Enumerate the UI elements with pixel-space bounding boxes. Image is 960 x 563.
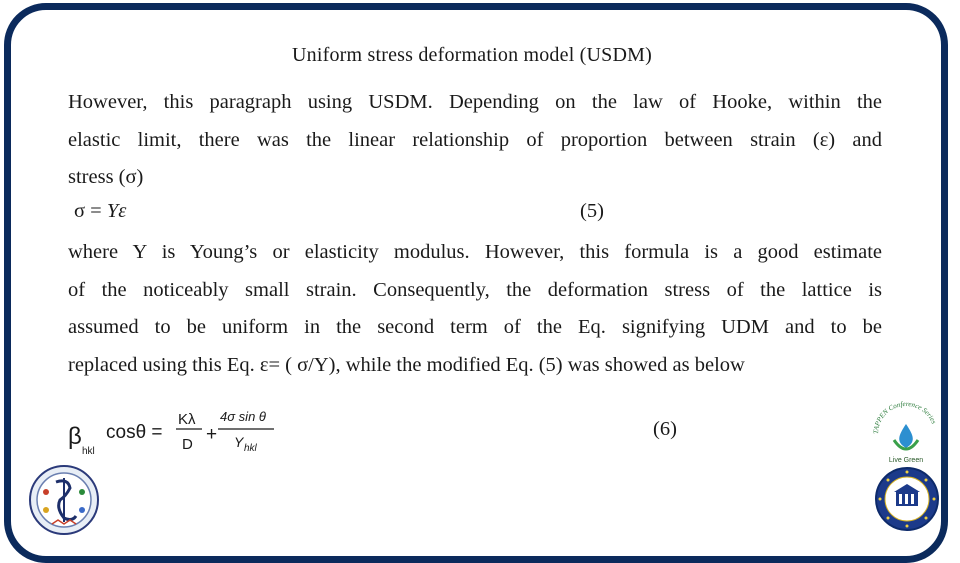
paragraph-2-line: replaced using this Eq. ε= ( σ/Y), while the modified Eq. (5) was showed as below xyxy=(68,353,745,376)
equation-5 xyxy=(74,200,126,223)
paragraph-2-line: assumed to be uniform in the second term of the Eq. signifying UDM and to be xyxy=(68,316,882,338)
seal-logo xyxy=(874,466,940,532)
equation-5-rhs: Yε xyxy=(106,200,127,222)
paragraph-1-line: elastic limit, there was the linear relationship of proportion between strain (ε) and xyxy=(68,128,882,151)
conference-logo xyxy=(866,400,946,466)
paragraph-1 xyxy=(68,84,882,197)
equation-6-cos: cosθ = xyxy=(106,422,163,443)
paragraph-2-line: of the noticeably small strain. Consequently, the deformation stress of the lattice is xyxy=(68,278,882,301)
paragraph-2-line: where Y is Young’s or elasticity modulus. However, this formula is a good estimate xyxy=(68,241,882,263)
equation-6-frac2-num: 4σ sin θ xyxy=(220,409,266,424)
conference-arc-text: TAPPEN Conference Series xyxy=(871,400,938,435)
equation-6-frac2-den: Y xyxy=(234,434,244,450)
equation-5-number: (5) xyxy=(580,200,604,222)
paragraph-1-line: However, this paragraph using USDM. Depending on the law of Hooke, within the xyxy=(68,91,882,113)
equation-6-beta: β xyxy=(68,423,82,450)
equation-6-plus: + xyxy=(206,424,218,445)
university-logo xyxy=(16,462,114,538)
paragraph-1-line: stress (σ) xyxy=(68,166,144,188)
slide-title: Uniform stress deformation model (USDM) xyxy=(292,44,652,66)
equation-6-subscript: hkl xyxy=(82,446,95,457)
equation-6-frac1-num: Kλ xyxy=(178,411,196,428)
conference-tagline: Live Green xyxy=(888,457,924,464)
equation-6-number: (6) xyxy=(653,418,677,440)
equation-6-frac2-den-sub: hkl xyxy=(244,443,257,454)
equation-6-frac1-den: D xyxy=(182,436,193,453)
equation-5-lhs: σ = xyxy=(74,200,102,222)
equation-6 xyxy=(68,404,328,464)
paragraph-2 xyxy=(68,234,882,384)
